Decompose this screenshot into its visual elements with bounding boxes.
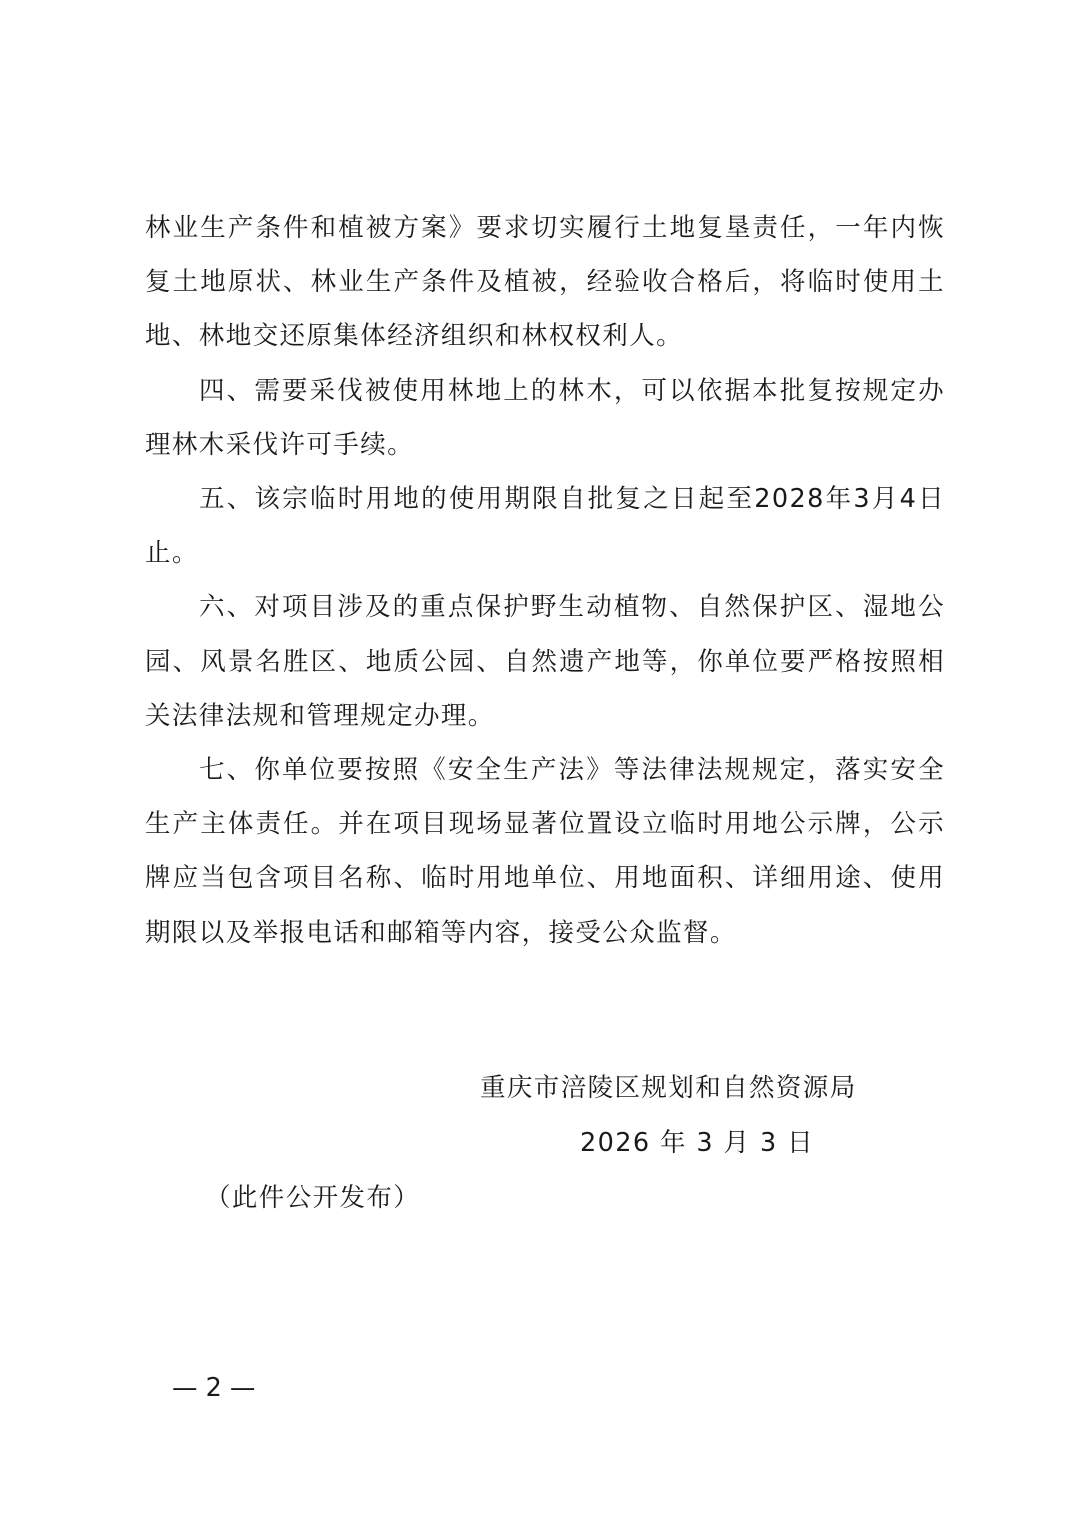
- issuer-signature: 重庆市涪陵区规划和自然资源局: [480, 1073, 857, 1103]
- issue-date: 2026 年 3 月 3 日: [580, 1128, 814, 1158]
- paragraph-item-4: 四、需要采伐被使用林地上的林木，可以依据本批复按规定办理林木采伐许可手续。: [145, 375, 945, 460]
- paragraph-continuation: 林业生产条件和植被方案》要求切实履行土地复垦责任，一年内恢复土地原状、林业生产条件及植被，经验收合格后，将临时使用土地、林地交还原集体经济组织和林权权利人。: [145, 213, 945, 352]
- paragraph-item-6: 六、对项目涉及的重点保护野生动植物、自然保护区、湿地公园、风景名胜区、地质公园、自然遗产地等，你单位要严格按照相关法律法规和管理规定办理。: [145, 592, 945, 731]
- paragraph-item-5: 五、该宗临时用地的使用期限自批复之日起至2028年3月4日止。: [145, 484, 945, 569]
- paragraph-item-7: 七、你单位要按照《安全生产法》等法律法规规定，落实安全生产主体责任。并在项目现场显著位置设立临时用地公示牌，公示牌应当包含项目名称、临时用地单位、用地面积、详细用途、使用期限以及举报电话和邮箱等内容，接受公众监督。: [145, 755, 945, 948]
- publish-note: （此件公开发布）: [205, 1183, 421, 1213]
- page-number: — 2 —: [172, 1373, 256, 1403]
- document-body: [145, 201, 945, 960]
